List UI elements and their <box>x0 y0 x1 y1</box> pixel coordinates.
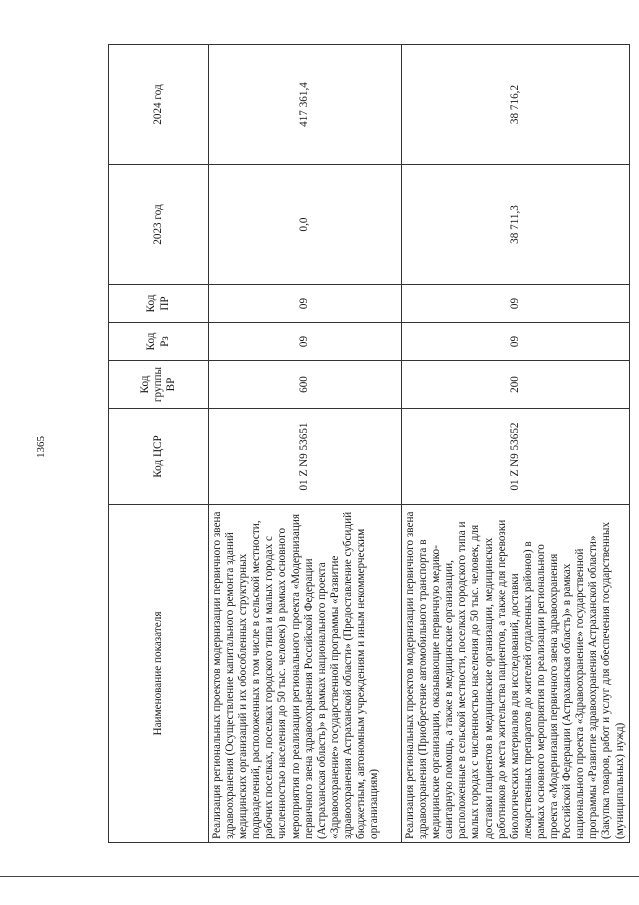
table-row <box>402 45 630 843</box>
row-2024: 417 361,4 <box>209 45 402 165</box>
budget-table-grid <box>108 44 630 843</box>
row-vr: 200 <box>402 361 630 409</box>
table-row <box>209 45 402 843</box>
row-2024: 38 716,2 <box>402 45 630 165</box>
rotated-table-container <box>108 45 626 843</box>
header-name: Наименование показателя <box>109 505 209 843</box>
row-2023: 0,0 <box>209 165 402 285</box>
page-number: 1365 <box>35 436 47 458</box>
row-name: Реализация региональных проектов модернизации первичного звена здравоохранения (Осуществление капитального ремонта зданий медицинских организаций и их обособленных структурных подразделений, расположенных в том числе в сельской местности, рабочих поселках, поселках городского типа и малых городах с численностью населения до 50 тыс. человек) в рамках основного мероприятия по реализации регионального проекта «Модернизация первичного звена здравоохранения Российской Федерации (Астраханская область)» в рамках национального проекта «Здравоохранение» государственной программы «Развитие здравоохранения Астраханской области» (Предоставление субсидий бюджетным, автономным учреждениям и иным некоммерческим организациям) <box>209 505 402 843</box>
row-rz: 09 <box>402 323 630 361</box>
budget-table <box>108 45 626 843</box>
scan-edge-line <box>0 876 639 877</box>
row-name: Реализация региональных проектов модернизации первичного звена здравоохранения (Приобретение автомобильного транспорта в медицинские организации, оказывающие первичную медико-санитарную помощь, а также в медицинские организации, расположенные в сельской местности, поселках городского типа и малых городах с численностью населения до 50 тыс. человек, для доставки пациентов в медицинские организации, медицинских работников до места жительства пациентов, а также для перевозки биологических материалов для исследований, доставки лекарственных препаратов до жителей отдаленных районов) в рамках основного мероприятия по реализации регионального проекта «Модернизация первичного звена здравоохранения Российской Федерации (Астраханская область)» в рамках национального проекта «Здравоохранение» государственной программы «Развитие здравоохранения Астраханской области» (Закупка товаров, работ и услуг для обеспечения государственных (муниципальных) нужд) <box>402 505 630 843</box>
row-csr: 01 Z N9 53652 <box>402 409 630 505</box>
header-2024: 2024 год <box>109 45 209 165</box>
header-vr: Код группы ВР <box>109 361 209 409</box>
row-pr: 09 <box>209 285 402 323</box>
row-pr: 09 <box>402 285 630 323</box>
table-header-row <box>109 45 209 843</box>
header-rz: Код Рз <box>109 323 209 361</box>
row-2023: 38 711,3 <box>402 165 630 285</box>
header-pr: Код ПР <box>109 285 209 323</box>
row-vr: 600 <box>209 361 402 409</box>
row-rz: 09 <box>209 323 402 361</box>
header-2023: 2023 год <box>109 165 209 285</box>
row-csr: 01 Z N9 53651 <box>209 409 402 505</box>
header-csr: Код ЦСР <box>109 409 209 505</box>
